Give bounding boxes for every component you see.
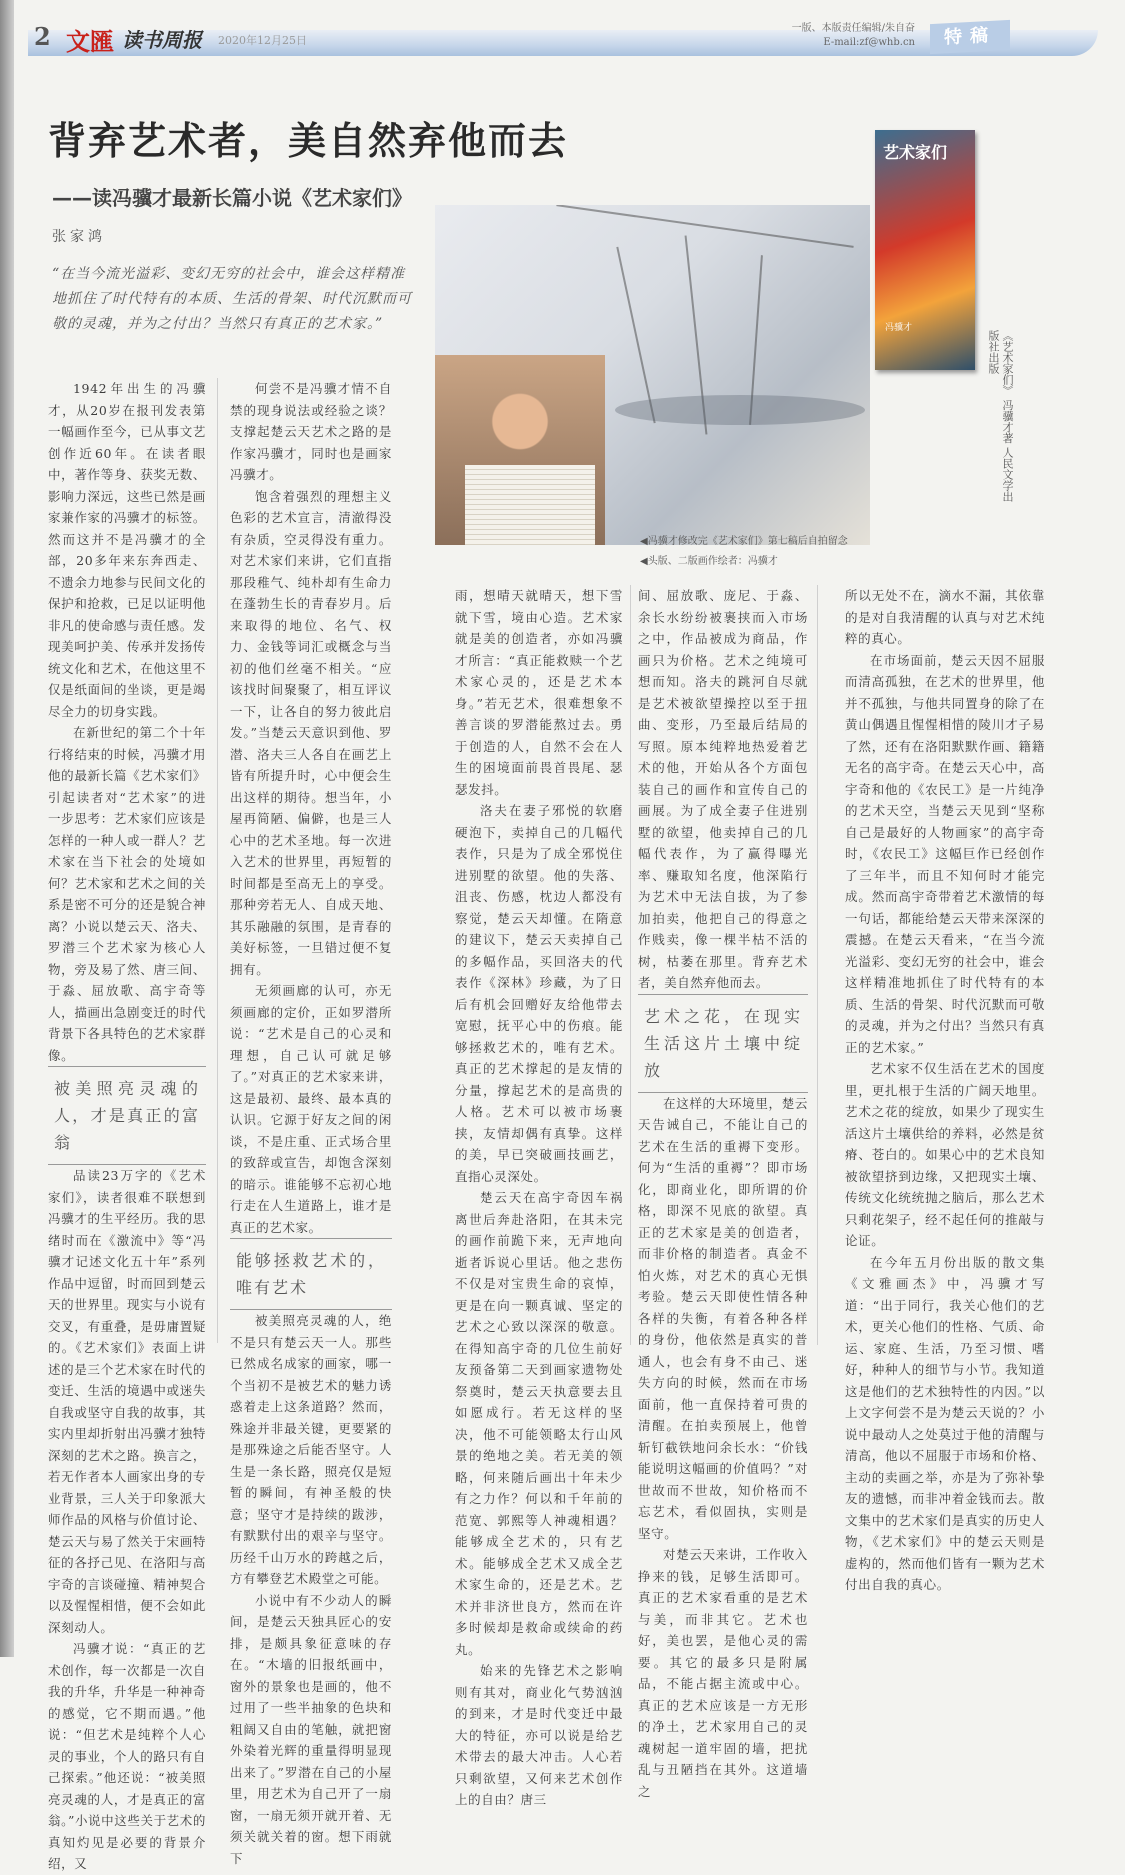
manuscript-stack — [465, 465, 595, 545]
editor-info — [792, 22, 915, 50]
issue-date: 2020年12月25日 — [218, 34, 307, 47]
scan-edge-shadow — [0, 0, 14, 1657]
editor-name: 一版、本版责任编辑/朱自奋 — [791, 23, 915, 34]
book-caption: 《艺术家们》 冯骥才著 人民文学出版社出版 — [987, 330, 1014, 502]
article-column-2 — [230, 378, 392, 1869]
article-title: 背弃艺术者，美自然弃他而去 — [48, 118, 569, 163]
paragraph: 在这样的大环境里，楚云天告诫自己，不能让自己的艺术在生活的重褥下变形。何为“生活的重褥”？即市场化，即商业化，即所谓的价格，即深不见底的欲望。真正的艺术家是美的创造者，而非价格的制造者。真金不怕火炼，对艺术的真心无惧考验。楚云天即使性情各种各样的失衡，有着各种各样的身份，他依然是真实的普通人，也会有身不由己、迷失方向的时候，然而在市场面前，他一直保持着可贵的清醒。在拍卖预展上，他曾斩钉截铁地问余长水：“价钱能说明这幅画的价值吗？”对世故而不世故，知价格而不忘艺术，看似固执，实则是坚守。 — [638, 1095, 808, 1541]
pull-quote: “在当今流光溢彩、变幻无穷的社会中，谁会这样精准地抓住了时代特有的本质、生活的骨架、时代沉默而可敬的灵魂，并为之付出？当然只有真正的艺术家。” — [52, 266, 412, 332]
editor-email: E-mail:zf@whb.cn — [823, 37, 915, 48]
paragraph: 何尝不是冯骥才情不自禁的现身说法或经验之谈？支撑起楚云天艺术之路的是作家冯骥才，同时也是画家冯骥才。 — [230, 381, 392, 482]
newspaper-logo: 文匯 — [66, 27, 114, 56]
column-divider — [817, 585, 818, 1345]
artwork-credit-caption: ◀头版、二版画作绘者：冯骥才 — [640, 556, 778, 567]
article-author: 张家鸿 — [52, 229, 106, 245]
article-subtitle: ——读冯骥才最新长篇小说《艺术家们》 — [52, 186, 412, 210]
book-cover-title: 艺术家们 — [883, 143, 948, 162]
section-heading: 能够拯救艺术的，唯有艺术 — [230, 1238, 392, 1310]
paragraph: 对楚云天来讲，工作收入挣来的钱，足够生活即可。真正的艺术家看重的是艺术与美，而非其它。艺术也好，美也罢，是他心灵的需要。其它的最多只是附属品，不能占据主流或中心。真正的艺术应该是一方无形的净土，艺术家用自己的灵魂树起一道牢固的墙，把扰乱与丑陋挡在其外。这道墙之 — [638, 1547, 808, 1799]
section-heading: 被美照亮灵魂的人，才是真正的富翁 — [48, 1066, 206, 1165]
author-photo-with-painting — [435, 205, 870, 545]
section-heading: 艺术之花，在现实生活这片土壤中绽放 — [638, 994, 808, 1093]
paragraph: 在今年五月份出版的散文集《文雅画杰》中，冯骥才写道：“出于同行，我关心他们的艺术，更关心他们的性格、气质、命运、家庭、生活，乃至习惯、嗜好，种种人的细节与小节。我知道这是他们的艺术独特性的内因。”以上文字何尝不是为楚云天说的？小说中最动人之处莫过于他的清醒与清高，他以不屈服于市场和价格、主动的卖画之举，亦是为了弥补挚友的遗憾，而非冲着金钱而去。散文集中的艺术家们是真实的历史人物，《艺术家们》中的楚云天则是虚构的，然而他们皆有一颗为艺术付出自我的真心。 — [845, 1254, 1045, 1592]
paragraph: 在市场面前，楚云天因不屈服而清高孤独，在艺术的世界里，他并不孤独，与他共同置身的除了在黄山偶遇且惺惺相惜的陵川才子易了然，还有在洛阳默默作画、籍籍无名的高宇奇。在楚云天心中，高宇奇和他的《农民工》是一片纯净的艺术天空，当楚云天见到“坚称自己是最好的人物画家”的高宇奇时，《农民工》这幅巨作已经创作了三年半，而且不知何时才能完成。然而高宇奇带着艺术激情的每一句话，都能给楚云天带来深深的震撼。在楚云天看来，“在当今流光溢彩、变幻无穷的社会中，谁会这样精准地抓住了时代特有的本质、生活的骨架、时代沉默而可敬的灵魂，并为之付出？当然只有真正的艺术家。” — [845, 652, 1045, 1055]
article-column-3 — [455, 585, 623, 1811]
paragraph: 被美照亮灵魂的人，绝不是只有楚云天一人。那些已然成名成家的画家，哪一个当初不是被艺术的魅力诱惑着走上这条道路？然而，殊途并非最关键，更要紧的是那殊途之后能否坚守。人生是一条长路，照亮仅是短暂的瞬间，有神圣般的快意；坚守才是持续的跋涉，有默默付出的艰辛与坚守。历经千山万水的跨越之后，方有攀登艺术殿堂之可能。 — [230, 1313, 392, 1586]
column-divider — [630, 585, 631, 1345]
paragraph: 品读23万字的《艺术家们》，读者很难不联想到冯骥才的生平经历。我的思绪时而在《激流中》等“冯骥才记述文化五十年”系列作品中逗留，时而回到楚云天的世界里。现实与小说有交叉，有重叠，是毋庸置疑的。《艺术家们》表面上讲述的是三个艺术家在时代的变迁、生活的境遇中或迷失自我或坚守自我的故事，其实内里却折射出冯骥才独特深刻的艺术之路。换言之，若无作者本人画家出身的专业背景，三人关于印象派大师作品的风格与价值讨论、楚云天与易了然关于宋画特征的各抒己见、在洛阳与高宇奇的言谈碰撞、精神契合以及惺惺相惜，便不会如此深刻动人。 — [48, 1168, 206, 1635]
paragraph: 冯骥才说：“真正的艺术创作，每一次都是一次自我的升华，升华是一种神奇的感觉，它不期而遇。”他说：“但艺术是纯粹个人心灵的事业，个人的路只有自己探索。”他还说：“被美照亮灵魂的人，才是真正的富翁。”小说中这些关于艺术的真知灼见是必要的背景介绍，又 — [48, 1641, 206, 1871]
paragraph: 1942年出生的冯骥才，从20岁在报刊发表第一幅画作至今，已从事文艺创作近60年。在读者眼中，著作等身、获奖无数、影响力深远，这些已然是画家兼作家的冯骥才的标签。然而这并不是冯骥才的全部，20多年来东奔西走、不遗余力地参与民间文化的保护和抢救，已足以证明他非凡的使命感与责任感。发现美呵护美、传承并发扬传统文化和艺术，在他这里不仅是纸面间的坐谈，更是竭尽全力的切身实践。 — [48, 381, 206, 719]
paragraph: 在新世纪的第二个十年行将结束的时候，冯骥才用他的最新长篇《艺术家们》引起读者对“艺术家”的进一步思考：艺术家们应该是怎样的一种人或一群人？艺术家在当下社会的处境如何？艺术家和艺术之间的关系是密不可分的还是貌合神离？小说以楚云天、洛夫、罗潜三个艺术家为核心人物，旁及易了然、唐三间、于淼、屈放歌、高宇奇等人，描画出急剧变迁的时代背景下各具特色的艺术家群像。 — [48, 725, 206, 1063]
paragraph: 雨，想晴天就晴天，想下雪就下雪，境由心造。艺术家就是美的创造者，亦如冯骥才所言：“真正能救赎一个艺术家心灵的，还是艺术本身。”若无艺术，很难想象不善言谈的罗潜能熬过去。勇于创造的人，自然不会在人生的困境面前畏首畏尾、瑟瑟发抖。 — [455, 588, 623, 797]
paragraph: 无须画廊的认可，亦无须画廊的定价，正如罗潜所说：“艺术是自己的心灵和理想，自己认可就足够了。”对真正的艺术家来讲，这是最初、最终、最本真的认识。它源于好友之间的闲谈，不是庄重、正式场合里的致辞或宣告，却饱含深刻的暗示。谁能够不忘初心地行走在人生道路上，谁才是真正的艺术家。 — [230, 983, 392, 1235]
paragraph: 饱含着强烈的理想主义色彩的艺术宣言，清澈得没有杂质，空灵得没有重力。对艺术家们来讲，它们直指那段稚气、纯朴却有生命力在蓬勃生长的青春岁月。后来取得的地位、名气、权力、金钱等词汇或概念与当初的他们丝毫不相关。“应该找时间聚聚了，相互评议一下，让各自的努力彼此启发。”当楚云天意识到他、罗潜、洛夫三人各自在画艺上皆有所提升时，心中便会生出这样的期待。想当年，小屋再简陋、偏僻，也是三人心中的艺术圣地。每一次进入艺术的世界里，再短暂的时间都是至高无上的享受。那种旁若无人、自成天地、其乐融融的氛围，是青春的美好标签，一旦错过便不复拥有。 — [230, 488, 392, 977]
paragraph: 间、屈放歌、庞尼、于淼、余长水纷纷被裹挟而入市场之中，作品被成为商品，作画只为价格。艺术之纯境可想而知。洛夫的跳河自尽就是艺术被欲望操控以至于扭曲、变形，乃至最后结局的写照。原本纯粹地热爱着艺术的他，开始从各个方面包装自己的画作和宣传自己的画展。为了成全妻子住进别墅的欲望，他卖掉自己的几幅代表作，为了赢得曝光率、赚取知名度，他深陷行为艺术中无法自拔，为了参加拍卖，他把自己的得意之作贱卖，像一棵半枯不活的树，枯萎在那里。背弃艺术者，美自然弃他而去。 — [638, 588, 808, 990]
paragraph: 始来的先锋艺术之影响则有其对，商业化气势汹汹的到来，才是时代变迁中最大的特征，亦可以说是给艺术带去的最大冲击。人心若只剩欲望，又何来艺术创作上的自由？唐三 — [455, 1663, 623, 1807]
paragraph: 艺术家不仅生活在艺术的国度里，更扎根于生活的广阔天地里。艺术之花的绽放，如果少了现实生活这片土壤供给的养料，必然是贫瘠、苍白的。如果心中的艺术良知被欲望挤到边缘，又把现实土壤、传统文化统统抛之脑后，那么艺术只剩花架子，经不起任何的推敲与论证。 — [845, 1061, 1045, 1248]
paragraph: 洛夫在妻子邪悦的软磨硬泡下，卖掉自己的几幅代表作，只是为了成全邪悦住进别墅的欲望。他的失落、沮丧、伤感，枕边人都没有察觉，楚云天却懂。在隋意的建议下，楚云天卖掉自己的多幅作品，买回洛夫的代表作《深林》珍藏，为了日后有机会回赠好友给他带去宽慰，抚平心中的伤痕。能够拯救艺术的，唯有艺术。真正的艺术撑起的是友情的分量，撑起艺术的是高贵的人格。艺术可以被市场裹挟，友情却偶有真挚。这样的美，早已突破画技画艺，直指心灵深处。 — [455, 803, 623, 1184]
article-column-5 — [845, 585, 1045, 1596]
article-column-1 — [48, 378, 206, 1875]
page-number: 2 — [34, 22, 51, 51]
book-cover-author: 冯骥才 — [885, 323, 913, 333]
section-tag: 特稿 — [930, 20, 1010, 54]
article-column-4 — [638, 585, 808, 1802]
paragraph: 楚云天在高宇奇因车祸离世后奔赴洛阳，在其未完的画作前跪下来，无声地向逝者诉说心里话。他之悲伤不仅是对宝贵生命的哀悼，更是在向一颗真诚、坚定的艺术之心致以深深的敬意。在得知高宇奇的几位生前好友预备第二天到画家遗物处祭奠时，楚云天执意要去且如愿成行。若无这样的坚决，他不可能领略太行山风景的绝地之美。若无美的领略，何来随后画出十年未少有之力作？何以和千年前的范宽、郭熙等人神魂相遇？能够成全艺术的，只有艺术。能够成全艺术又成全艺术家生命的，还是艺术。艺术并非济世良方，然而在许多时候却是救命或续命的药丸。 — [455, 1190, 623, 1657]
column-divider — [217, 378, 218, 1343]
paragraph: 所以无处不在，滴水不漏，其依靠的是对自我清醒的认真与对艺术纯粹的真心。 — [845, 588, 1045, 646]
paragraph: 小说中有不少动人的瞬间，是楚云天独具匠心的安排，是颇具象征意味的存在。“木墙的旧报纸画中，窗外的景象也是画的，他不过用了一些半抽象的色块和粗阔又自由的笔触，就把窗外染着光辉的重量得明显现出来了。”罗潜在自己的小屋里，用艺术为自己开了一扇窗，一扇无须开就开着、无须关就关着的窗。想下雨就下 — [230, 1592, 392, 1866]
photo-caption: ◀冯骥才修改完《艺术家们》第七稿后自拍留念 — [640, 536, 848, 547]
newspaper-logo-sub: 读书周报 — [122, 28, 202, 52]
book-cover — [875, 130, 975, 370]
